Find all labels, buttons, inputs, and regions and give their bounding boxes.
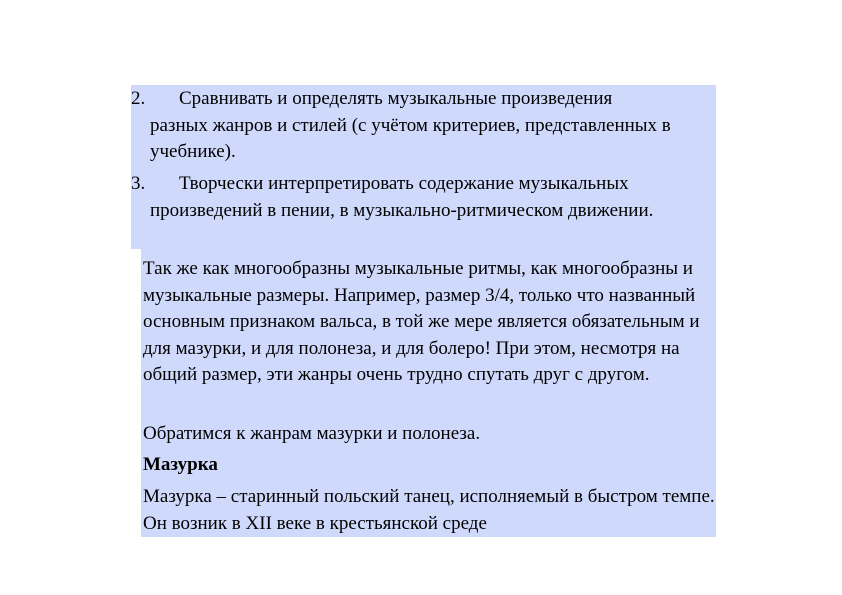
list-item-first-line: Сравнивать и определять музыкальные произведения (179, 88, 613, 109)
list-item-number: 3. (131, 173, 146, 194)
list-item-continuation: разных жанров и стилей (с учётом критериев, представленных в учебнике). (150, 114, 671, 162)
list-item-number: 2. (131, 88, 146, 109)
list-item-continuation: произведений в пении, в музыкально-ритмическом движении. (150, 199, 654, 221)
paragraph-rhythms: Так же как многообразны музыкальные ритмы, как многообразны и музыкальные размеры. Например, размер 3/4, только что названный основным признаком вальса, в той же мере является обязательным и для мазурки, и для полонеза, и для болеро! При этом, несмотря на общий размер, эти жанры очень трудно спутать друг с другом. (143, 258, 700, 385)
list-item-2 (131, 86, 711, 166)
paragraph-turn-to-genres: Обратимся к жанрам мазурки и полонеза. (143, 423, 481, 444)
list-item-3 (131, 171, 711, 224)
paragraph-mazurka: Мазурка – старинный польский танец, исполняемый в быстром темпе. Он возник в XII веке в крестьянской среде (143, 486, 715, 534)
list-item-first-line: Творчески интерпретировать содержание музыкальных (179, 173, 629, 194)
section-heading-mazurka: Мазурка (143, 454, 218, 475)
